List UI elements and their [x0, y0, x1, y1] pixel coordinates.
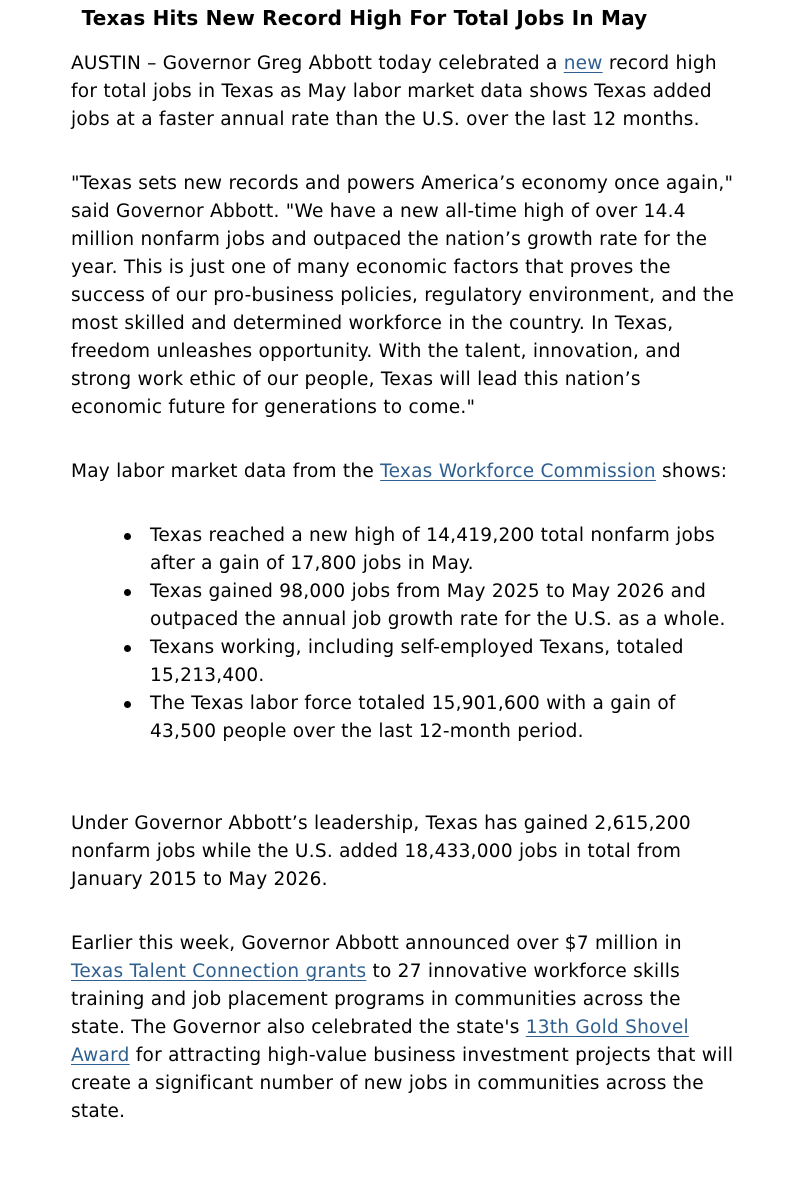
list-item — [150, 690, 740, 746]
labor-data-list — [71, 522, 740, 746]
list-item — [150, 634, 740, 690]
earlier-this-week-paragraph — [71, 930, 736, 1126]
list-item-text: Texas reached a new high of 14,419,200 total nonfarm jobs after a gain of 17,800 jobs in May. — [150, 525, 715, 574]
bullet-icon — [124, 589, 131, 596]
bullet-icon — [124, 533, 131, 540]
list-item-text: Texas gained 98,000 jobs from May 2025 to May 2026 and outpaced the annual job growth rate for the U.S. as a whole. — [150, 581, 726, 630]
gold-shovel-award-link[interactable]: 13th Gold Shovel Award — [71, 1017, 689, 1066]
texas-talent-connection-grants-link[interactable]: Texas Talent Connection grants — [71, 961, 367, 982]
intro-text-end: record high for total jobs in Texas as May labor market data shows Texas added jobs at a faster annual rate than the U.S. over the last 12 months. — [71, 53, 717, 130]
data-intro-paragraph — [71, 458, 736, 486]
leadership-paragraph: Under Governor Abbott’s leadership, Texas has gained 2,615,200 nonfarm jobs while the U.S. added 18,433,000 jobs in total from January 2015 to May 2026. — [71, 813, 691, 890]
new-record-link[interactable]: new — [563, 53, 603, 74]
data-intro-text-end: shows: — [655, 461, 728, 482]
list-item-text: The Texas labor force totaled 15,901,600 with a gain of 43,500 people over the last 12-month period. — [150, 693, 676, 742]
bullet-icon — [124, 645, 131, 652]
governor-quote-paragraph: "Texas sets new records and powers America’s economy once again," said Governor Abbott. "We have a new all-time high of over 14.4 million nonfarm jobs and outpaced the nation’s growth rate for the year. This is just one of many economic factors that proves the success of our pro-business policies, regulatory environment, and the most skilled and determined workforce in the country. In Texas, freedom unleashes opportunity. With the talent, innovation, and strong work ethic of our people, Texas will lead this nation’s economic future for generations to come." — [71, 173, 735, 418]
list-item-text: Texans working, including self-employed Texans, totaled 15,213,400. — [150, 637, 684, 686]
data-intro-text-start: May labor market data from the — [71, 461, 381, 482]
earlier-text-3: for attracting high-value business investment projects that will create a significant number of new jobs in communities across the state. — [71, 1045, 734, 1122]
intro-paragraph — [71, 50, 736, 134]
intro-text-start: AUSTIN – Governor Greg Abbott today celebrated a — [71, 53, 564, 74]
earlier-text-2: to 27 innovative workforce skills training and job placement programs in communities across the state. The Governor also celebrated the state's — [71, 961, 681, 1038]
page-title: Texas Hits New Record High For Total Jobs In May — [81, 6, 648, 30]
list-item — [150, 578, 740, 634]
earlier-text-1: Earlier this week, Governor Abbott announced over $7 million in — [71, 933, 682, 954]
bullet-icon — [124, 701, 131, 708]
texas-workforce-commission-link[interactable]: Texas Workforce Commission — [380, 461, 656, 482]
list-item — [150, 522, 740, 578]
